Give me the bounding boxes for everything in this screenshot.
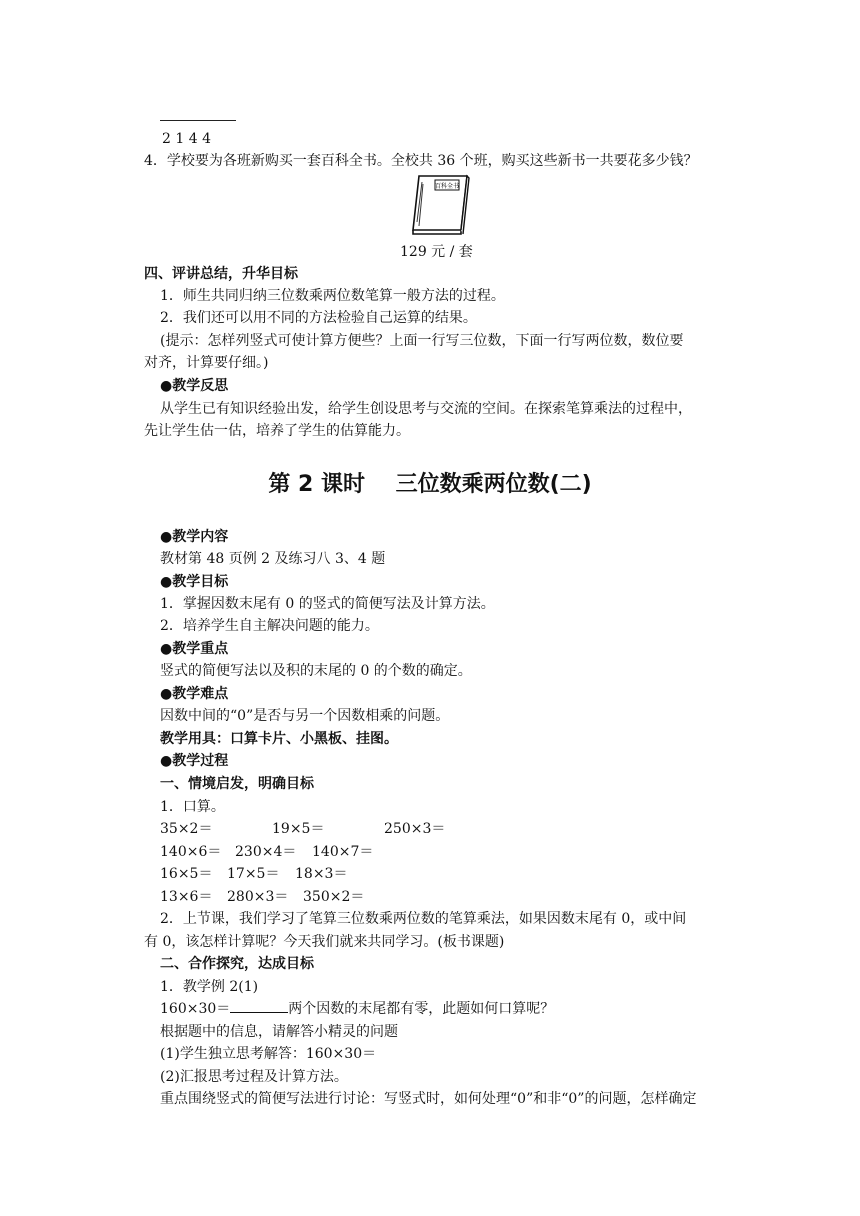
reflection-line-1: 从学生已有知识经验出发，给学生创设思考与交流的空间。在探索笔算乘法的过程中， bbox=[160, 401, 692, 417]
example-question bbox=[160, 998, 554, 1020]
reflection-heading: ●教学反思 bbox=[160, 378, 229, 394]
calc-item: 140×7＝ bbox=[312, 844, 374, 860]
example-expression: 160×30＝ bbox=[160, 1001, 231, 1017]
calc-item: 17×5＝ bbox=[227, 866, 280, 882]
encyclopedia-book-icon bbox=[407, 172, 473, 236]
calc-item: 280×3＝ bbox=[227, 889, 289, 905]
oral-calc-label: 1．口算。 bbox=[160, 799, 225, 815]
calc-item: 13×6＝ bbox=[160, 889, 213, 905]
calc-item: 250×3＝ bbox=[384, 821, 446, 837]
step-2: (2)汇报思考过程及计算方法。 bbox=[160, 1069, 348, 1085]
vertical-calc-rule bbox=[160, 120, 236, 121]
calc-item: 35×2＝ bbox=[160, 821, 213, 837]
key-point-text: 竖式的简便写法以及积的末尾的 0 的个数的确定。 bbox=[160, 663, 472, 679]
info-line: 根据题中的信息，请解答小精灵的问题 bbox=[160, 1024, 398, 1040]
example-label: 1．教学例 2(1) bbox=[160, 979, 259, 995]
calc-item: 230×4＝ bbox=[235, 844, 297, 860]
goal-heading: ●教学目标 bbox=[160, 574, 229, 590]
difficulty-text: 因数中间的“0”是否与另一个因数相乘的问题。 bbox=[160, 708, 450, 724]
teaching-tools: 教学用具：口算卡片、小黑板、挂图。 bbox=[160, 731, 398, 747]
calc-item: 350×2＝ bbox=[303, 889, 365, 905]
calc-item: 18×3＝ bbox=[295, 866, 348, 882]
calc-row bbox=[160, 818, 445, 840]
calc-result: 2 1 4 4 bbox=[162, 131, 211, 147]
section-2-heading: 二、合作探究，达成目标 bbox=[160, 956, 314, 972]
goal-2: 2．培养学生自主解决问题的能力。 bbox=[160, 618, 379, 634]
book-cover-label: 百科全书 bbox=[434, 183, 460, 190]
calc-row bbox=[160, 863, 347, 885]
lesson-title: 第 2 课时 三位数乘两位数(二) bbox=[268, 472, 592, 497]
question-4: 4．学校要为各班新购买一套百科全书。全校共 36 个班，购买这些新书一共要花多少钱？ bbox=[144, 153, 698, 169]
calc-row bbox=[160, 841, 373, 863]
key-point-heading: ●教学重点 bbox=[160, 641, 229, 657]
calc-item: 19×5＝ bbox=[272, 821, 325, 837]
example-question-text: 两个因数的末尾都有零，此题如何口算呢？ bbox=[288, 1001, 555, 1017]
calc-item: 16×5＝ bbox=[160, 866, 213, 882]
answer-blank bbox=[230, 998, 288, 1013]
book-price-caption: 129 元 / 套 bbox=[400, 244, 473, 260]
calc-item: 140×6＝ bbox=[160, 844, 222, 860]
summary-heading: 四、评讲总结，升华目标 bbox=[144, 266, 298, 282]
hint-line-1: (提示：怎样列竖式可使计算方便些？上面一行写三位数，下面一行写两位数，数位要 bbox=[160, 333, 684, 349]
reflection-line-2: 先让学生估一估，培养了学生的估算能力。 bbox=[144, 423, 410, 439]
goal-1: 1．掌握因数末尾有 0 的竖式的简便写法及计算方法。 bbox=[160, 596, 495, 612]
calc-row bbox=[160, 886, 364, 908]
process-heading: ●教学过程 bbox=[160, 753, 229, 769]
intro-line-1: 2．上节课，我们学习了笔算三位数乘两位数的笔算乘法，如果因数末尾有 0，或中间 bbox=[160, 911, 687, 927]
focus-line: 重点围绕竖式的简便写法进行讨论：写竖式时，如何处理“0”和非“0”的问题，怎样确定 bbox=[160, 1091, 697, 1107]
content-heading: ●教学内容 bbox=[160, 529, 229, 545]
difficulty-heading: ●教学难点 bbox=[160, 686, 229, 702]
section-1-heading: 一、情境启发，明确目标 bbox=[160, 776, 314, 792]
summary-point-1: 1．师生共同归纳三位数乘两位数笔算一般方法的过程。 bbox=[160, 288, 505, 304]
intro-line-2: 有 0，该怎样计算呢？今天我们就来共同学习。(板书课题) bbox=[144, 934, 505, 950]
summary-point-2: 2．我们还可以用不同的方法检验自己运算的结果。 bbox=[160, 310, 477, 326]
content-text: 教材第 48 页例 2 及练习八 3、4 题 bbox=[160, 551, 386, 567]
step-1: (1)学生独立思考解答：160×30＝ bbox=[160, 1046, 377, 1062]
hint-line-2: 对齐，计算要仔细。) bbox=[144, 355, 269, 371]
